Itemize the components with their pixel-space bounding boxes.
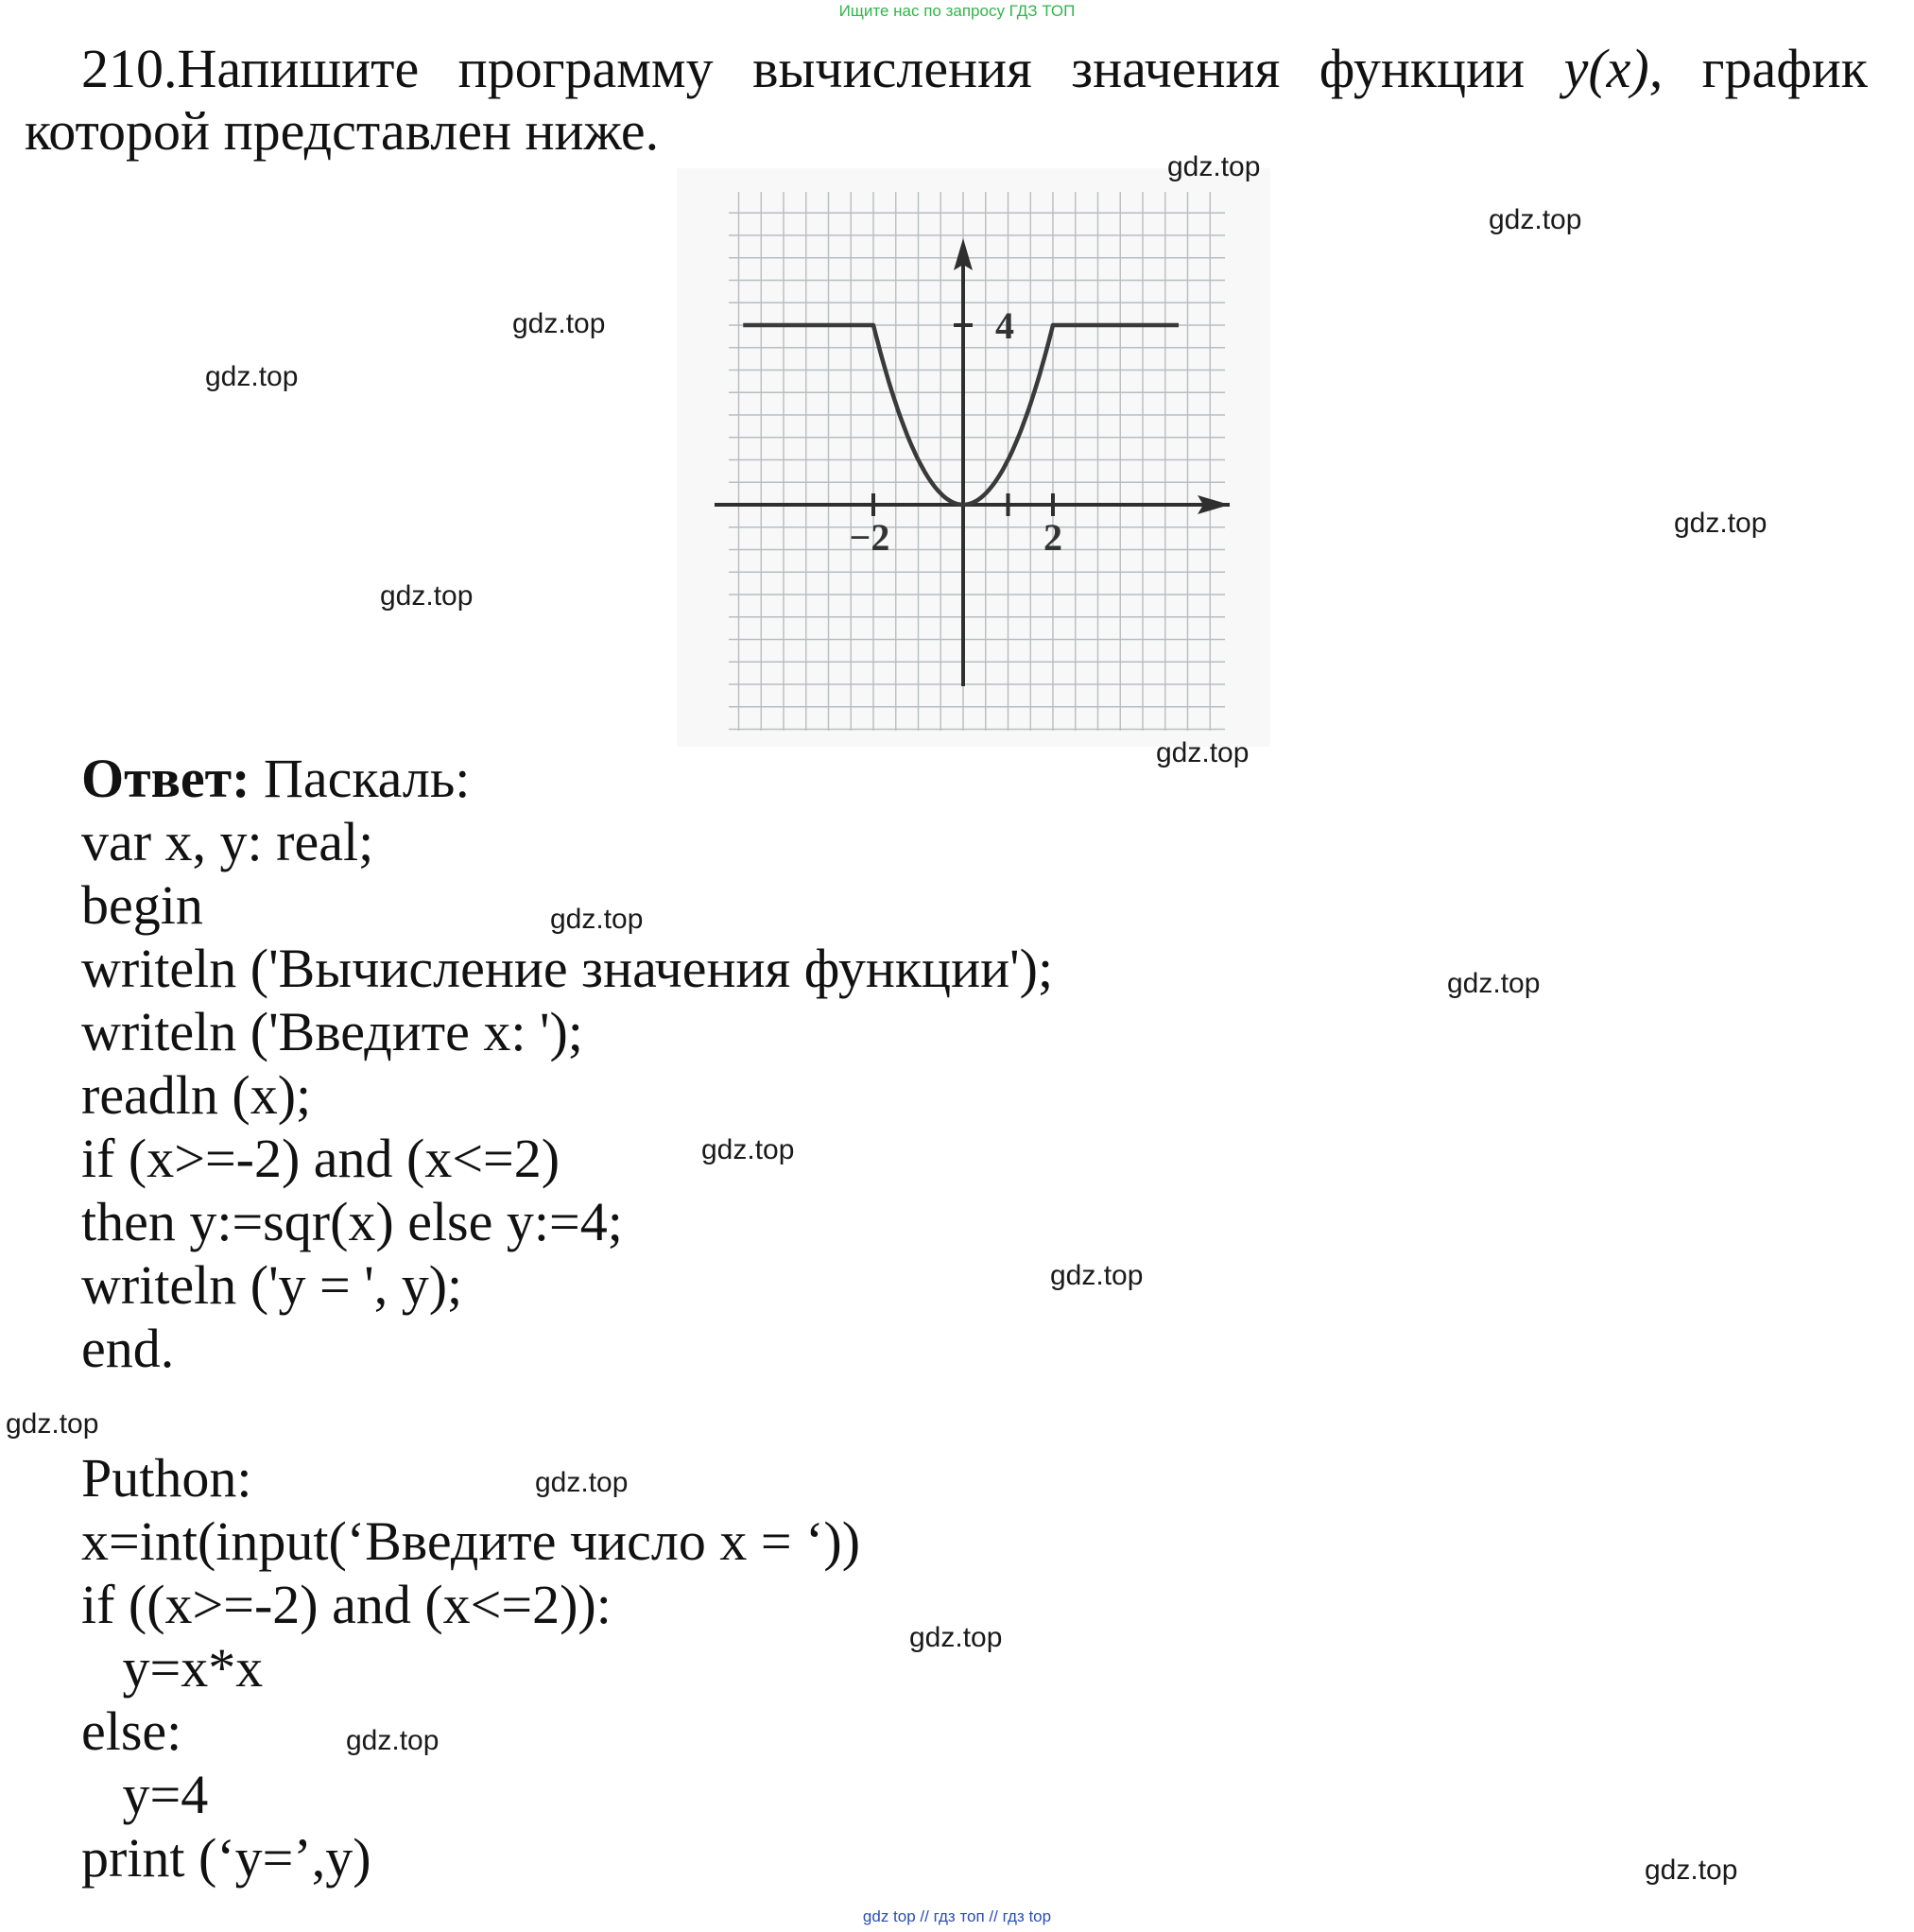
watermark: gdz.top: [1645, 1854, 1738, 1886]
python-block: [81, 1446, 860, 1889]
watermark: gdz.top: [1156, 737, 1250, 768]
code-line: if (x>=-2) and (x<=2): [81, 1128, 560, 1189]
watermark: gdz.top: [1447, 968, 1541, 999]
code-line: var x, y: real;: [81, 811, 374, 872]
code-line: begin: [81, 874, 203, 936]
watermark: gdz.top: [346, 1725, 440, 1756]
watermark: gdz.top: [1050, 1260, 1144, 1291]
code-line: writeln ('Введите x: ');: [81, 1001, 583, 1062]
watermark: gdz.top: [1674, 508, 1767, 539]
code-line: then y:=sqr(x) else y:=4;: [81, 1191, 623, 1252]
problem-word: значения: [1071, 38, 1281, 99]
problem-number: 210.Напишите: [81, 38, 420, 99]
python-code-line: y=4: [81, 1764, 209, 1825]
function-graph: [677, 168, 1270, 747]
watermark: gdz.top: [380, 580, 474, 612]
code-line: writeln ('Вычисление значения функции');: [81, 938, 1054, 999]
function-name: y(x),: [1563, 38, 1664, 99]
y-tick-label: 4: [995, 304, 1014, 347]
top-banner[interactable]: Ищите нас по запросу ГДЗ ТОП: [838, 2, 1076, 20]
code-line: writeln ('y = ', y);: [81, 1254, 463, 1316]
watermark: gdz.top: [512, 308, 606, 339]
answer-block: [81, 747, 1053, 1380]
python-code-line: else:: [81, 1700, 182, 1762]
problem-word: вычисления: [752, 38, 1032, 99]
graph-background: [677, 168, 1270, 747]
x-tick-label: 2: [1043, 516, 1062, 559]
problem-word: функции: [1319, 38, 1526, 99]
watermark: gdz.top: [701, 1134, 795, 1165]
watermark: gdz.top: [1167, 151, 1261, 182]
graph-svg: [677, 168, 1270, 747]
problem-word: график: [1701, 38, 1868, 99]
python-code-line: print (‘y=’,y): [81, 1827, 371, 1889]
problem-line-1: [25, 38, 1868, 100]
watermark: gdz.top: [6, 1408, 99, 1440]
answer-heading: [81, 747, 1053, 810]
code-line: end.: [81, 1318, 175, 1379]
watermark: gdz.top: [909, 1622, 1003, 1653]
python-label: Puthon:: [81, 1447, 252, 1509]
python-code-line: if ((x>=-2) and (x<=2)):: [81, 1574, 612, 1635]
problem-line-2: которой представлен ниже.: [25, 100, 660, 162]
watermark: gdz.top: [205, 361, 299, 392]
python-code-line: y=x*x: [81, 1637, 264, 1699]
watermark: gdz.top: [535, 1467, 629, 1498]
problem-statement: [25, 38, 1868, 163]
problem-word: программу: [457, 38, 714, 99]
python-code-line: x=int(input(‘Введите число x = ‘)): [81, 1510, 861, 1572]
watermark: gdz.top: [1489, 204, 1582, 235]
watermark: gdz.top: [550, 904, 644, 935]
bottom-banner[interactable]: gdz top // гдз топ // гдз top: [862, 1907, 1052, 1925]
answer-label: Ответ:: [81, 748, 250, 809]
answer-language: Паскаль:: [250, 748, 471, 809]
code-line: readln (x);: [81, 1064, 312, 1126]
x-tick-label: −2: [849, 516, 890, 559]
